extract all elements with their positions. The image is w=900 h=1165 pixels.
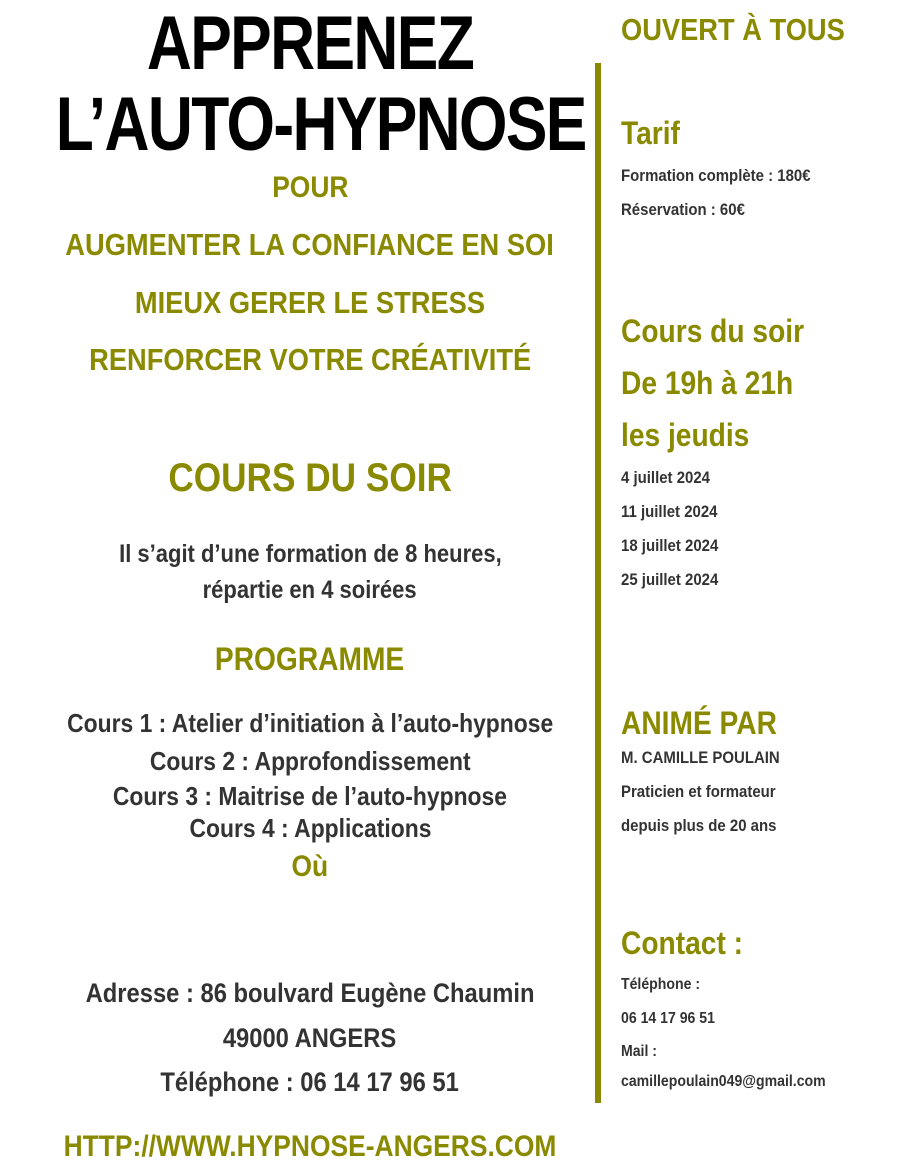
- benefit-item: AUGMENTER LA CONFIANCE EN SOI: [65, 227, 555, 262]
- tarif-reservation: Réservation : 60€: [621, 200, 745, 219]
- phone: Téléphone : 06 14 17 96 51: [160, 1067, 460, 1097]
- mail-label: Mail :: [621, 1043, 657, 1060]
- tarif-heading: Tarif: [621, 115, 680, 151]
- benefit-item: RENFORCER VOTRE CRÉATIVITÉ: [88, 342, 532, 377]
- programme-item: Cours 2 : Approfondissement: [149, 746, 471, 776]
- pour-label: POUR: [271, 171, 349, 204]
- date-item: 4 juillet 2024: [621, 468, 710, 487]
- date-item: 25 juillet 2024: [621, 570, 719, 589]
- description-line-1: Il s’agit d’une formation de 8 heures,: [118, 540, 502, 568]
- tarif-complete: Formation complète : 180€: [621, 166, 811, 185]
- open-to-all: OUVERT À TOUS: [621, 12, 845, 47]
- title-line-2: L’AUTO-HYPNOSE: [55, 82, 586, 167]
- address: Adresse : 86 boulvard Eugène Chaumin: [85, 978, 535, 1008]
- vertical-divider: [595, 63, 601, 1103]
- benefit-item: MIEUX GERER LE STRESS: [134, 285, 486, 320]
- mail-value[interactable]: camillepoulain049@gmail.com: [621, 1073, 826, 1090]
- trainer-name: M. CAMILLE POULAIN: [621, 748, 780, 767]
- programme-heading: PROGRAMME: [215, 641, 405, 677]
- programme-item: Cours 1 : Atelier d’initiation à l’auto-hypnose: [66, 708, 554, 738]
- schedule-line-1: Cours du soir: [621, 313, 805, 349]
- trainer-desc-2: depuis plus de 20 ans: [621, 816, 777, 835]
- description-line-2: répartie en 4 soirées: [202, 576, 418, 604]
- schedule-line-3: les jeudis: [621, 417, 750, 453]
- city: 49000 ANGERS: [223, 1023, 397, 1053]
- phone-label: Téléphone :: [621, 976, 701, 993]
- title-line-1: APPRENEZ: [146, 1, 474, 86]
- phone-value: 06 14 17 96 51: [621, 1010, 715, 1027]
- website-link[interactable]: HTTP://WWW.HYPNOSE-ANGERS.COM: [63, 1130, 557, 1163]
- right-column: [621, 0, 900, 1165]
- anime-par-heading: ANIMÉ PAR: [621, 705, 777, 741]
- programme-item: Cours 3 : Maitrise de l’auto-hypnose: [112, 781, 508, 811]
- contact-heading: Contact :: [621, 925, 744, 961]
- schedule-line-2: De 19h à 21h: [621, 365, 794, 401]
- ou-label: Où: [291, 850, 329, 883]
- trainer-desc-1: Praticien et formateur: [621, 782, 776, 801]
- date-item: 18 juillet 2024: [621, 536, 719, 555]
- cours-du-soir-heading: COURS DU SOIR: [168, 456, 452, 500]
- programme-item: Cours 4 : Applications: [189, 813, 431, 843]
- date-item: 11 juillet 2024: [621, 502, 718, 521]
